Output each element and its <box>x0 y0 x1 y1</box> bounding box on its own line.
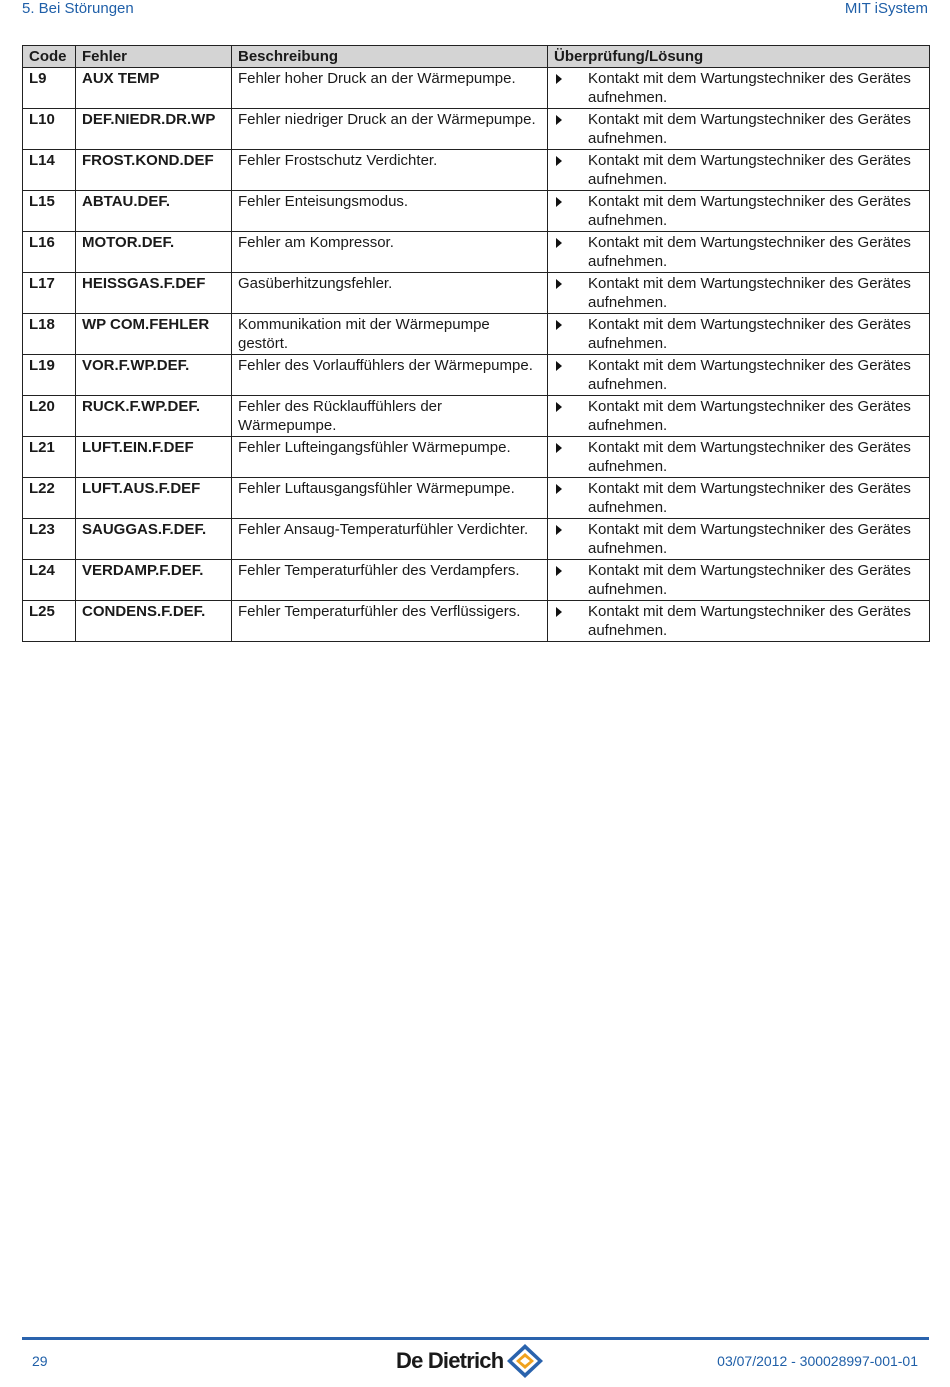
table-header-row <box>23 46 930 68</box>
table-row <box>23 436 930 477</box>
error-solution <box>548 436 930 477</box>
solution-text: Kontakt mit dem Wartungstechniker des Gerätes aufnehmen. <box>588 274 911 311</box>
error-description: Fehler des Rücklauffühlers der Wärmepumpe. <box>232 395 548 436</box>
error-code: L15 <box>23 190 76 231</box>
solution-wrapper <box>553 192 927 231</box>
error-description: Fehler Luftausgangsfühler Wärmepumpe. <box>232 477 548 518</box>
error-name: DEF.NIEDR.DR.WP <box>76 108 232 149</box>
column-header-loesung: Überprüfung/Lösung <box>548 46 930 68</box>
error-solution <box>548 190 930 231</box>
error-description: Fehler hoher Druck an der Wärmepumpe. <box>232 67 548 108</box>
triangle-bullet-icon <box>556 279 562 289</box>
error-code: L24 <box>23 559 76 600</box>
error-code: L17 <box>23 272 76 313</box>
error-code: L20 <box>23 395 76 436</box>
error-code: L22 <box>23 477 76 518</box>
solution-text: Kontakt mit dem Wartungstechniker des Gerätes aufnehmen. <box>588 151 911 188</box>
error-name: WP COM.FEHLER <box>76 313 232 354</box>
solution-wrapper <box>553 233 927 272</box>
triangle-bullet-icon <box>556 443 562 453</box>
error-solution <box>548 395 930 436</box>
table-body <box>23 67 930 641</box>
solution-wrapper <box>553 438 927 477</box>
error-description: Fehler des Vorlauffühlers der Wärmepumpe. <box>232 354 548 395</box>
error-name: MOTOR.DEF. <box>76 231 232 272</box>
solution-text: Kontakt mit dem Wartungstechniker des Gerätes aufnehmen. <box>588 315 911 352</box>
error-solution <box>548 559 930 600</box>
brand-logo <box>396 1343 545 1379</box>
error-code: L25 <box>23 600 76 641</box>
error-solution <box>548 600 930 641</box>
error-code: L19 <box>23 354 76 395</box>
solution-text: Kontakt mit dem Wartungstechniker des Gerätes aufnehmen. <box>588 479 911 516</box>
column-header-fehler: Fehler <box>76 46 232 68</box>
solution-text: Kontakt mit dem Wartungstechniker des Gerätes aufnehmen. <box>588 561 911 598</box>
error-name: LUFT.AUS.F.DEF <box>76 477 232 518</box>
product-name: MIT iSystem <box>844 0 928 17</box>
triangle-bullet-icon <box>556 320 562 330</box>
error-solution <box>548 313 930 354</box>
error-solution <box>548 477 930 518</box>
error-description: Fehler am Kompressor. <box>232 231 548 272</box>
error-solution <box>548 231 930 272</box>
error-code: L18 <box>23 313 76 354</box>
table-row <box>23 67 930 108</box>
error-description: Kommunikation mit der Wärmepumpe gestört. <box>232 313 548 354</box>
section-title: 5. Bei Störungen <box>22 0 134 17</box>
triangle-bullet-icon <box>556 197 562 207</box>
solution-wrapper <box>553 356 927 395</box>
error-code-table <box>22 45 930 642</box>
error-solution <box>548 108 930 149</box>
error-code: L23 <box>23 518 76 559</box>
document-reference: 03/07/2012 - 300028997-001-01 <box>717 1353 918 1369</box>
triangle-bullet-icon <box>556 238 562 248</box>
table-row <box>23 559 930 600</box>
solution-wrapper <box>553 110 927 149</box>
error-name: RUCK.F.WP.DEF. <box>76 395 232 436</box>
solution-text: Kontakt mit dem Wartungstechniker des Gerätes aufnehmen. <box>588 438 911 475</box>
table-row <box>23 477 930 518</box>
error-name: SAUGGAS.F.DEF. <box>76 518 232 559</box>
error-name: LUFT.EIN.F.DEF <box>76 436 232 477</box>
solution-text: Kontakt mit dem Wartungstechniker des Gerätes aufnehmen. <box>588 192 911 229</box>
table-row <box>23 313 930 354</box>
solution-text: Kontakt mit dem Wartungstechniker des Gerätes aufnehmen. <box>588 356 911 393</box>
error-description: Fehler niedriger Druck an der Wärmepumpe. <box>232 108 548 149</box>
error-code: L14 <box>23 149 76 190</box>
error-solution <box>548 149 930 190</box>
solution-wrapper <box>553 397 927 436</box>
error-code: L21 <box>23 436 76 477</box>
de-dietrich-diamond-logo-icon <box>505 1343 545 1379</box>
column-header-beschreibung: Beschreibung <box>232 46 548 68</box>
error-code: L9 <box>23 67 76 108</box>
error-name: CONDENS.F.DEF. <box>76 600 232 641</box>
solution-wrapper <box>553 602 927 641</box>
brand-name: De Dietrich <box>396 1348 504 1373</box>
column-header-code: Code <box>23 46 76 68</box>
triangle-bullet-icon <box>556 361 562 371</box>
solution-wrapper <box>553 151 927 190</box>
triangle-bullet-icon <box>556 115 562 125</box>
error-solution <box>548 67 930 108</box>
error-description: Fehler Temperaturfühler des Verflüssigers. <box>232 600 548 641</box>
error-name: AUX TEMP <box>76 67 232 108</box>
table-row <box>23 149 930 190</box>
error-name: VOR.F.WP.DEF. <box>76 354 232 395</box>
triangle-bullet-icon <box>556 566 562 576</box>
triangle-bullet-icon <box>556 607 562 617</box>
solution-wrapper <box>553 561 927 600</box>
error-description: Fehler Ansaug-Temperaturfühler Verdichter. <box>232 518 548 559</box>
footer-divider <box>22 1337 929 1340</box>
error-name: ABTAU.DEF. <box>76 190 232 231</box>
solution-text: Kontakt mit dem Wartungstechniker des Gerätes aufnehmen. <box>588 110 911 147</box>
error-name: HEISSGAS.F.DEF <box>76 272 232 313</box>
solution-wrapper <box>553 479 927 518</box>
triangle-bullet-icon <box>556 74 562 84</box>
table-row <box>23 354 930 395</box>
solution-wrapper <box>553 274 927 313</box>
table-row <box>23 518 930 559</box>
error-solution <box>548 518 930 559</box>
table-row <box>23 600 930 641</box>
solution-text: Kontakt mit dem Wartungstechniker des Gerätes aufnehmen. <box>588 233 911 270</box>
error-description: Fehler Frostschutz Verdichter. <box>232 149 548 190</box>
triangle-bullet-icon <box>556 484 562 494</box>
error-solution <box>548 354 930 395</box>
error-description: Fehler Enteisungsmodus. <box>232 190 548 231</box>
error-description: Fehler Temperaturfühler des Verdampfers. <box>232 559 548 600</box>
error-solution <box>548 272 930 313</box>
page-number: 29 <box>32 1353 48 1369</box>
triangle-bullet-icon <box>556 525 562 535</box>
triangle-bullet-icon <box>556 156 562 166</box>
error-name: FROST.KOND.DEF <box>76 149 232 190</box>
table-row <box>23 190 930 231</box>
table-row <box>23 108 930 149</box>
solution-wrapper <box>553 520 927 559</box>
triangle-bullet-icon <box>556 402 562 412</box>
error-description: Fehler Lufteingangsfühler Wärmepumpe. <box>232 436 548 477</box>
solution-text: Kontakt mit dem Wartungstechniker des Gerätes aufnehmen. <box>588 520 911 557</box>
solution-wrapper <box>553 69 927 108</box>
solution-text: Kontakt mit dem Wartungstechniker des Gerätes aufnehmen. <box>588 69 911 106</box>
table-row <box>23 395 930 436</box>
error-code: L10 <box>23 108 76 149</box>
error-description: Gasüberhitzungsfehler. <box>232 272 548 313</box>
table-row <box>23 231 930 272</box>
error-name: VERDAMP.F.DEF. <box>76 559 232 600</box>
solution-wrapper <box>553 315 927 354</box>
error-code: L16 <box>23 231 76 272</box>
solution-text: Kontakt mit dem Wartungstechniker des Gerätes aufnehmen. <box>588 602 911 639</box>
table-row <box>23 272 930 313</box>
solution-text: Kontakt mit dem Wartungstechniker des Gerätes aufnehmen. <box>588 397 911 434</box>
